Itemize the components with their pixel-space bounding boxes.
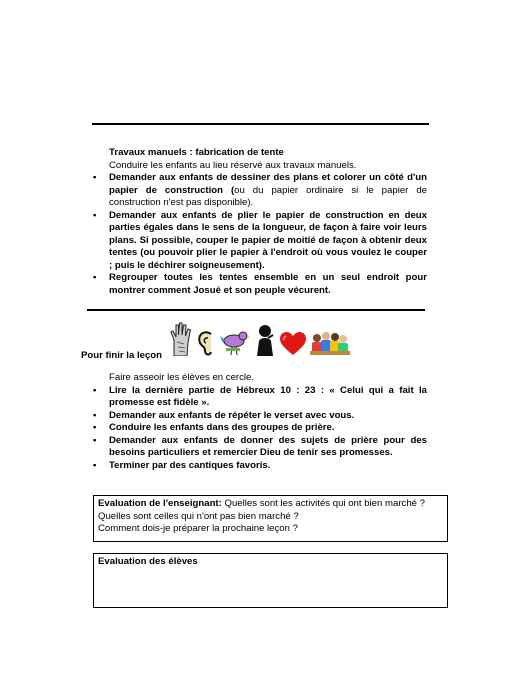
closing-section [93, 372, 427, 472]
closing-list [93, 385, 427, 473]
list-item: • Demander aux enfants de donner des sujets de prière pour des besoins particuliers et remercier Dieu de tenir ses promesses. [93, 435, 427, 460]
crafts-intro: Conduire les enfants au lieu réservé aux travaux manuels. [109, 159, 357, 171]
clipart-strip [170, 322, 350, 356]
crafts-list [93, 172, 427, 297]
list-item: • Conduire les enfants dans des groupes de prière. [93, 422, 427, 435]
list-item: • Demander aux enfants de plier le papier de construction en deux parties égales dans le sens de la longueur, de façon à faire voir leurs plans. Si possible, couper le papier de moitié de façon à obtenir deux tentes (ou pouvoir plier le papier à l'endroit où vous voulez le couper ; puis le déchirer soigneusement). [93, 210, 427, 273]
student-evaluation-box [93, 553, 448, 608]
crafts-title: Travaux manuels : fabrication de tente [109, 147, 284, 158]
teacher-evaluation-box [93, 495, 448, 542]
teacher-evaluation-question-2: Quelles sont celles qui n'ont pas bien marché ? [98, 510, 299, 522]
praying-child-icon [254, 324, 276, 356]
closing-title: Pour finir la leçon [81, 350, 163, 361]
teacher-evaluation-question-3: Comment dois-je préparer la prochaine leçon ? [98, 523, 298, 534]
teacher-evaluation-label: Evaluation de l'enseignant: [98, 498, 222, 509]
ear-icon [196, 330, 216, 356]
closing-intro: Faire asseoir les élèves en cercle. [109, 372, 255, 383]
top-divider [92, 123, 429, 125]
heart-icon [280, 332, 306, 356]
middle-divider [87, 309, 425, 311]
list-item: • Regrouper toutes les tentes ensemble en un seul endroit pour montrer comment Josué et son peuple vécurent. [93, 272, 427, 297]
hand-icon [170, 322, 192, 356]
list-item: • Demander aux enfants de répéter le verset avec vous. [93, 410, 427, 423]
crafts-section [93, 147, 427, 297]
list-item: • Lire la dernière partie de Hébreux 10 : 23 : « Celui qui a fait la promesse est fidèle ». [93, 385, 427, 410]
student-evaluation-label: Evaluation des élèves [98, 556, 198, 567]
children-group-icon [310, 330, 350, 356]
teacher-evaluation-question-1: Quelles sont les activités qui ont bien marché ? [221, 498, 426, 509]
bird-icon [220, 328, 250, 356]
list-item: • Terminer par des cantiques favoris. [93, 460, 427, 473]
list-item: • Demander aux enfants de dessiner des plans et colorer un côté d'un papier de construction (ou du papier ordinaire si le papier de construction n'est pas disponible). [93, 172, 427, 210]
